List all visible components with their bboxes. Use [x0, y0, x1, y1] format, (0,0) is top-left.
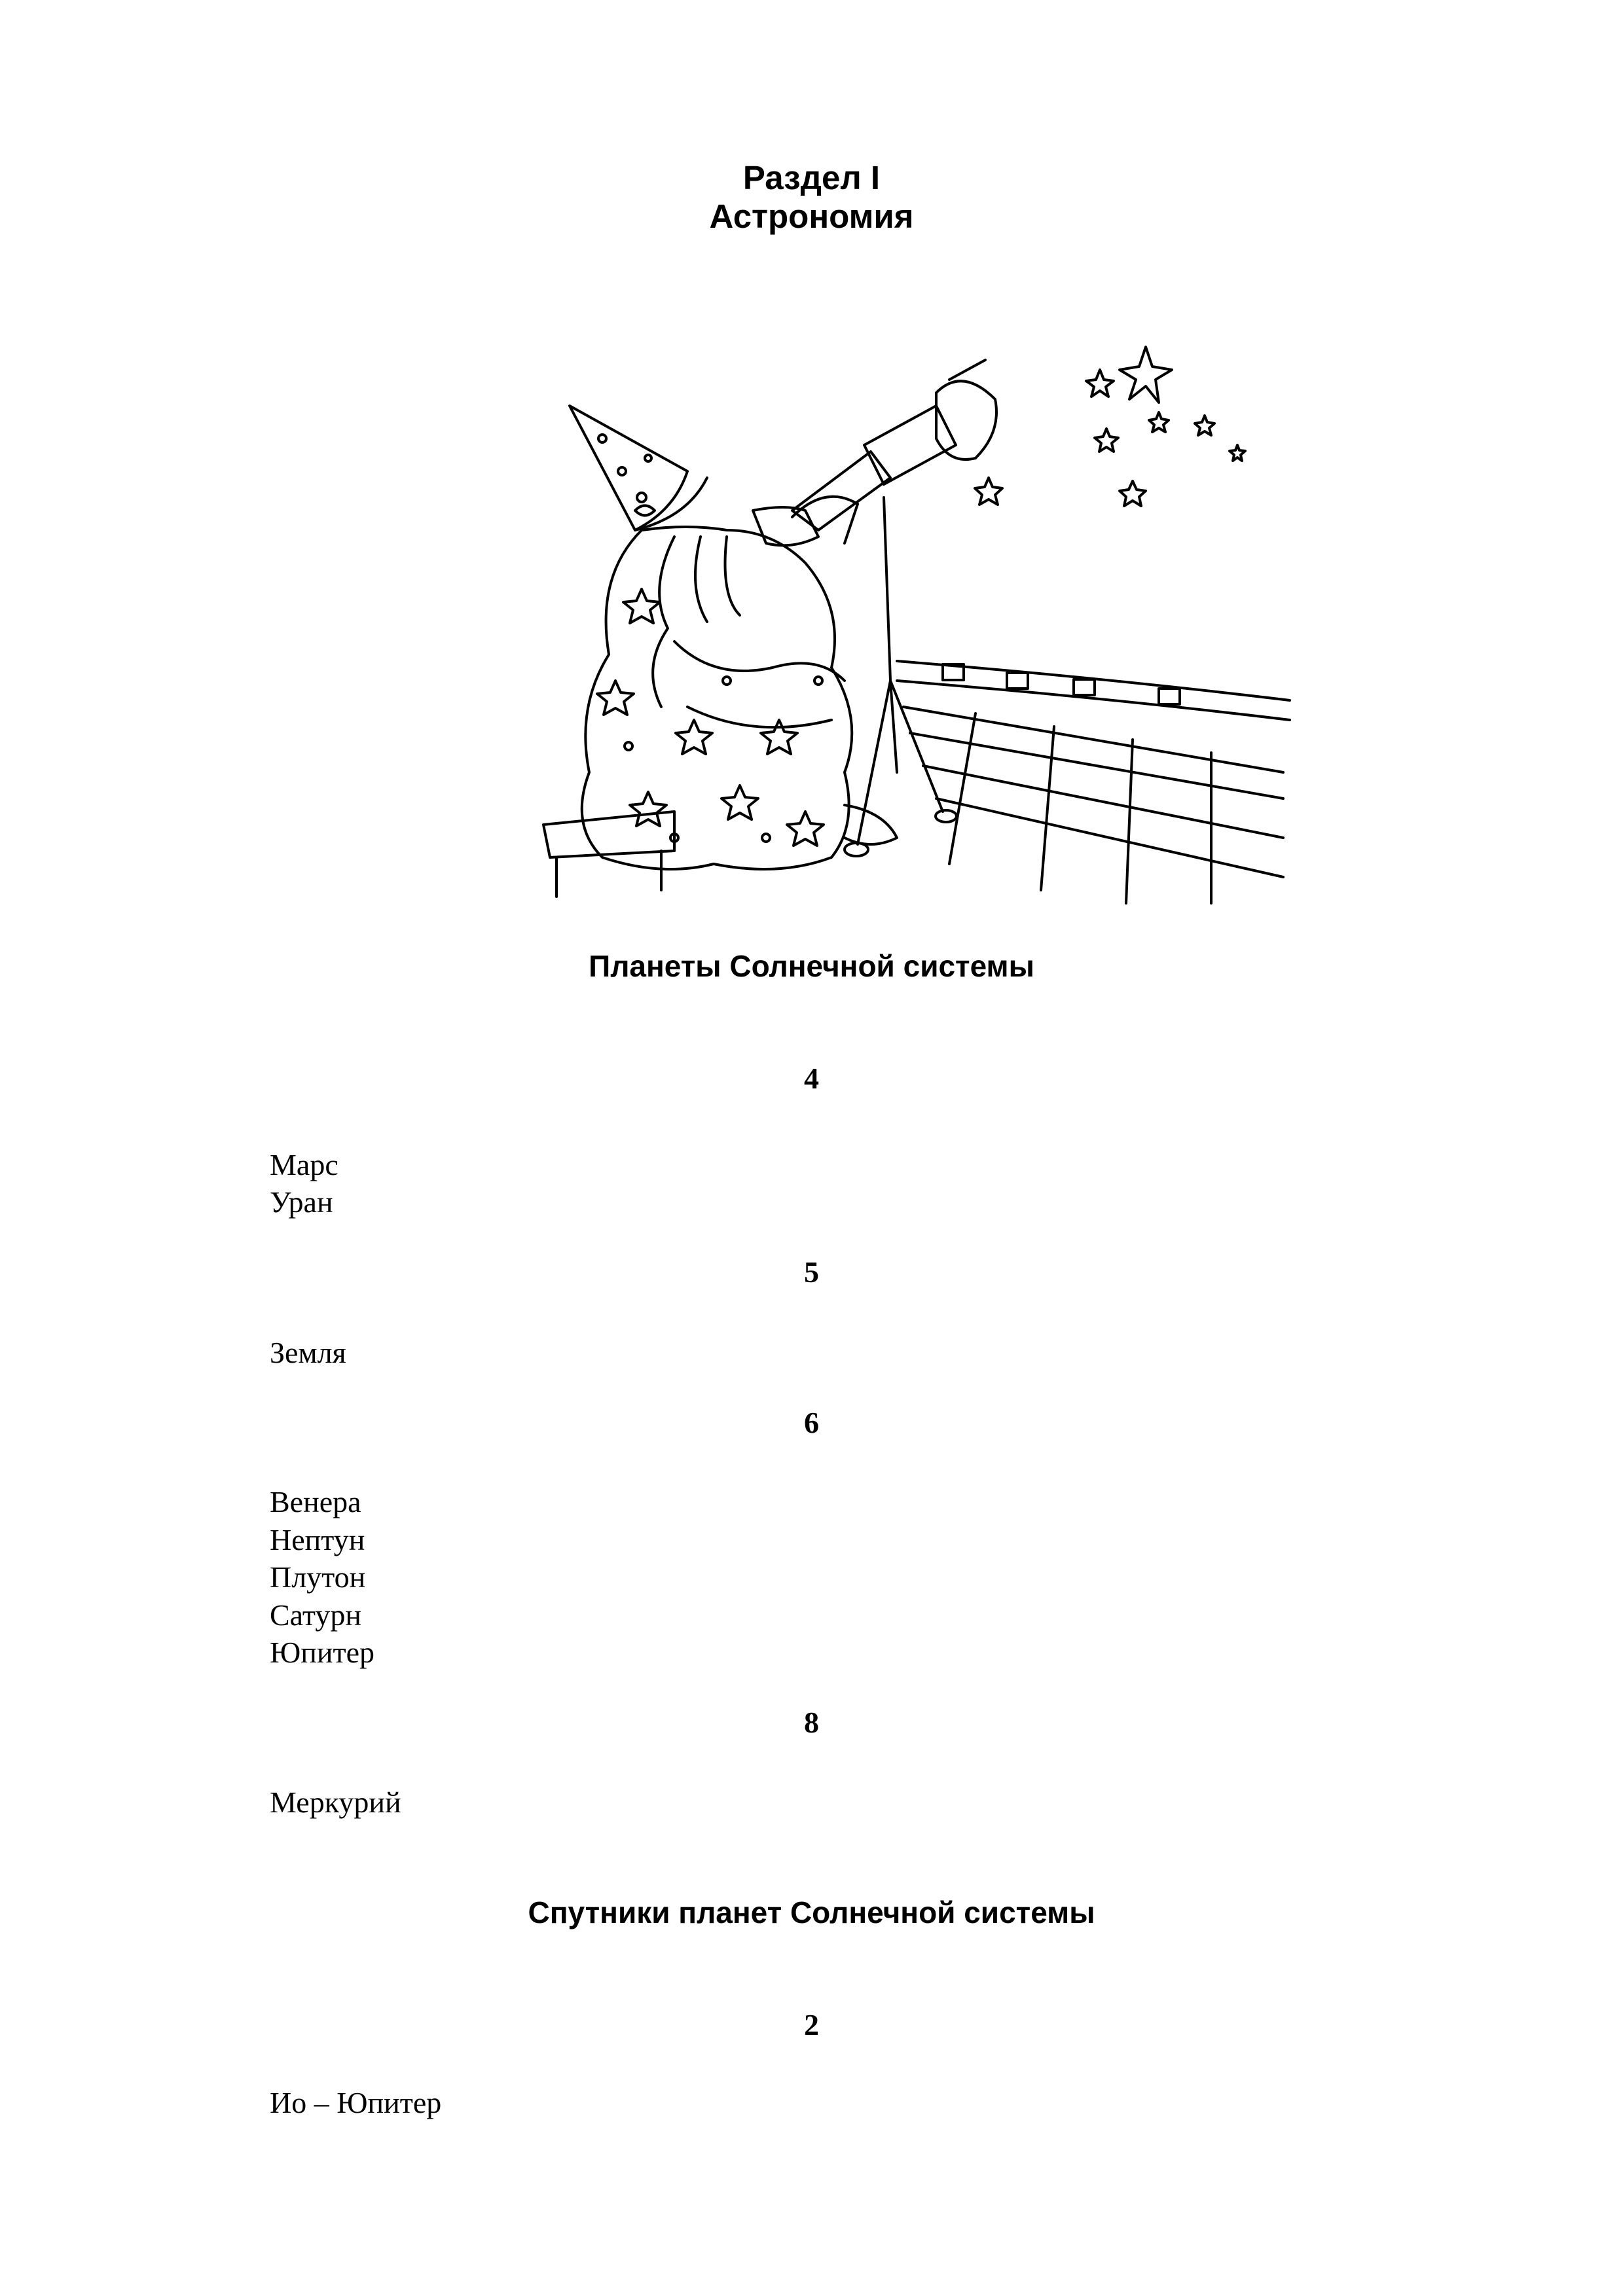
planet-list-item: Плутон [270, 1560, 366, 1594]
satellite-list-item: Ио – Юпитер [270, 2086, 442, 2119]
planets-heading: Планеты Солнечной системы [589, 949, 1034, 983]
planet-list-item: Марс [270, 1148, 338, 1181]
planet-list-item: Венера [270, 1485, 361, 1518]
satellite-group-number: 2 [804, 2008, 819, 2041]
satellites-heading: Спутники планет Солнечной системы [528, 1895, 1095, 1929]
section-subtitle: Астрономия [709, 198, 914, 235]
planet-list-item: Юпитер [270, 1636, 375, 1669]
planet-group-number: 4 [804, 1062, 819, 1095]
wizard-hat [570, 406, 707, 530]
planet-group-number: 6 [804, 1406, 819, 1439]
rooftop-parapet [897, 661, 1290, 903]
planet-list-item: Меркурий [270, 1785, 401, 1819]
stars [975, 347, 1245, 506]
planet-list-item: Нептун [270, 1523, 365, 1556]
planet-list-item: Сатурн [270, 1598, 362, 1632]
telescope [792, 360, 996, 856]
planet-group-number: 8 [804, 1706, 819, 1739]
astronomer-wizard-telescope-illustration [478, 314, 1296, 910]
planet-group-number: 5 [804, 1255, 819, 1289]
planet-list-item: Земля [270, 1336, 346, 1369]
planet-list-item: Уран [270, 1185, 333, 1219]
wizard-figure [543, 497, 897, 897]
section-title: Раздел I [742, 159, 881, 196]
